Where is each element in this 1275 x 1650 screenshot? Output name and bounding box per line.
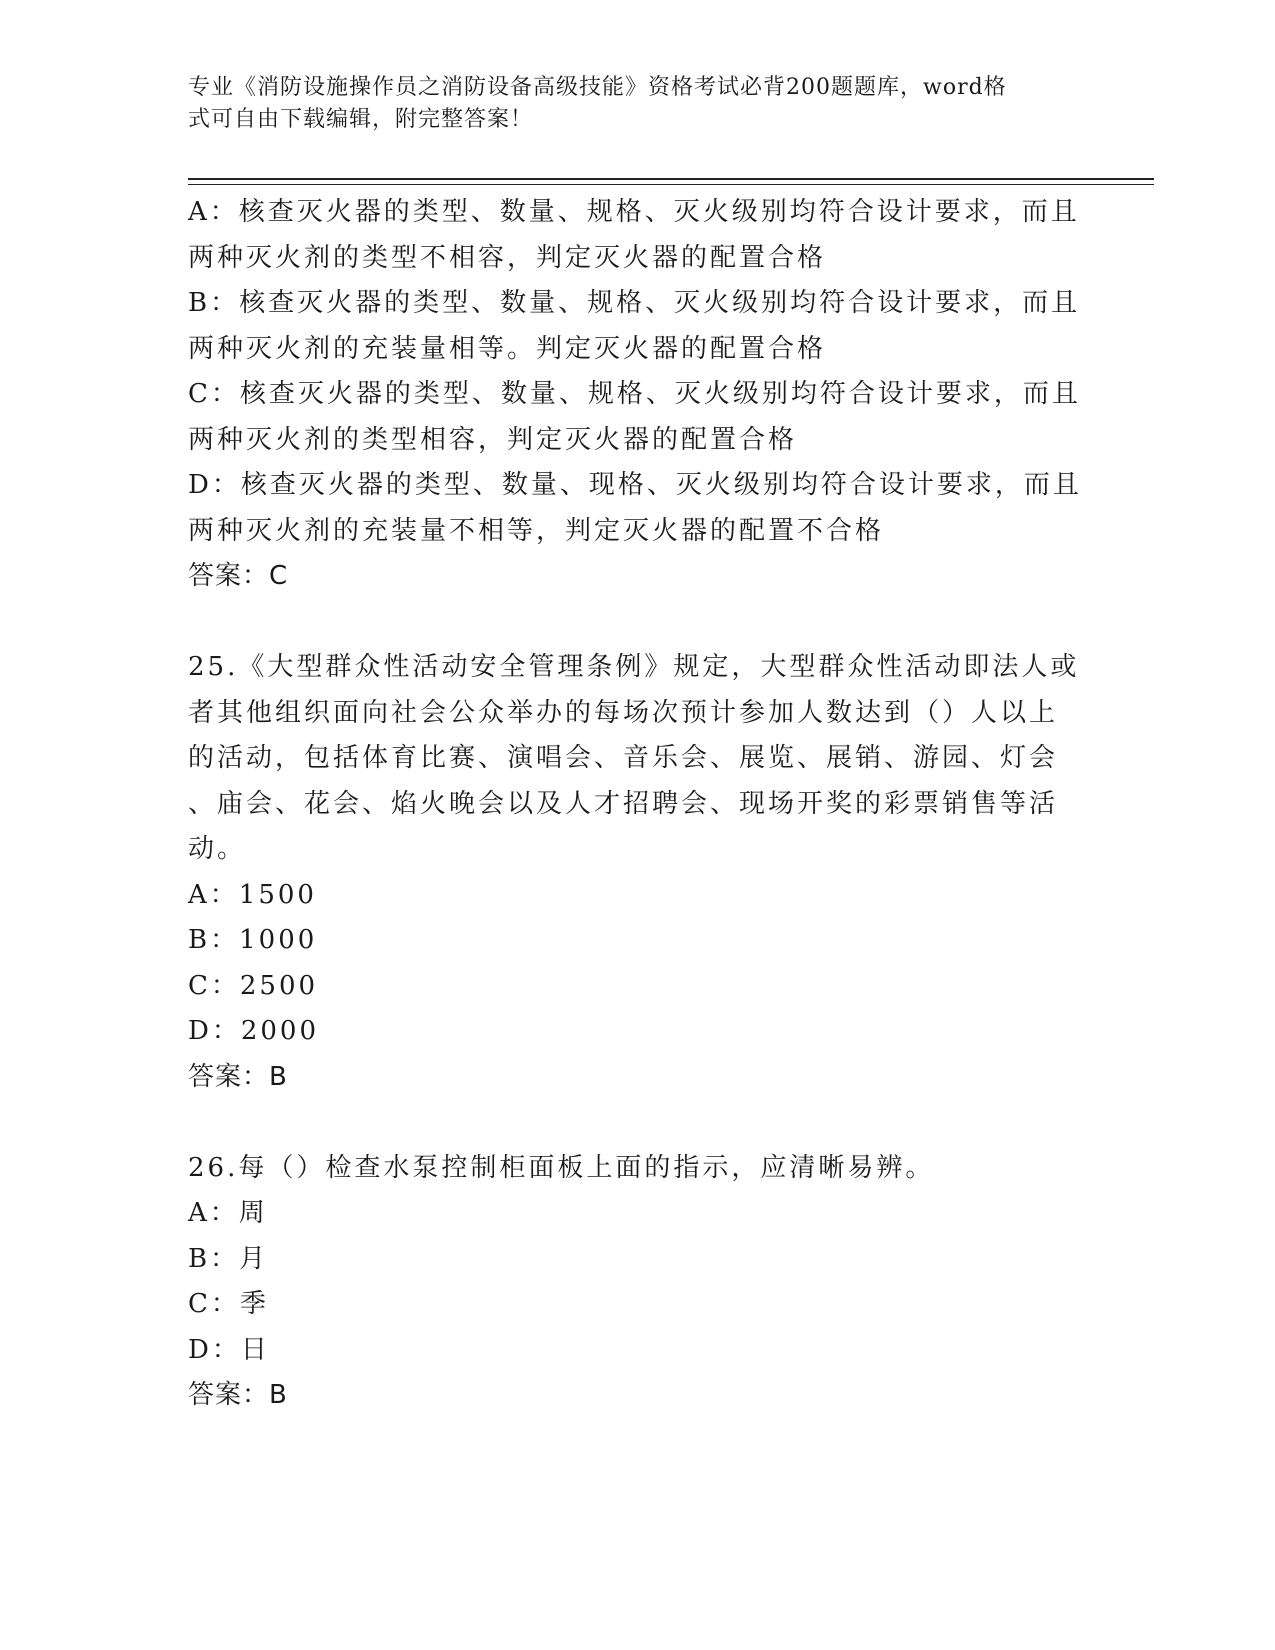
question-content — [188, 190, 1088, 1419]
question-26-option-b: B：月 — [188, 1243, 269, 1274]
option-c-line-2: 两种灭火剂的类型相容，判定灭火器的配置合格 — [188, 424, 798, 455]
answer-26: 答案：B — [188, 1380, 288, 1410]
question-26-option-c: C：季 — [188, 1289, 269, 1319]
document-header — [188, 72, 1068, 136]
question-25-option-a: A：1500 — [188, 879, 317, 910]
option-c-line-1: C：核查灭火器的类型、数量、规格、灭火级别均符合设计要求，而且 — [188, 379, 1081, 409]
header-divider-thick — [188, 178, 1154, 180]
header-line-1: 专业《消防设施操作员之消防设备高级技能》资格考试必背200题题库，word格 — [188, 75, 1007, 100]
option-d-line-2: 两种灭火剂的充装量不相等，判定灭火器的配置不合格 — [188, 515, 885, 546]
answer-25: 答案：B — [188, 1061, 288, 1092]
header-divider-thin — [188, 184, 1154, 185]
question-26-option-d: D：日 — [188, 1334, 270, 1365]
spacer — [188, 1100, 1088, 1146]
question-25-option-b: B：1000 — [188, 925, 318, 955]
option-d-line-1: D：核查灭火器的类型、数量、现格、灭火级别均符合设计要求，而且 — [188, 470, 1082, 500]
question-25-stem-line-4: 、庙会、花会、焰火晚会以及人才招聘会、现场开奖的彩票销售等活 — [188, 788, 1059, 819]
header-line-2: 式可自由下载编辑，附完整答案！ — [188, 107, 534, 132]
question-26-stem: 26.每（）检查水泵控制柜面板上面的指示，应清晰易辨。 — [188, 1152, 935, 1183]
question-25-option-d: D：2000 — [188, 1016, 320, 1046]
answer-24: 答案：C — [188, 561, 289, 591]
option-a-line-1: A：核查灭火器的类型、数量、规格、灭火级别均符合设计要求，而且 — [188, 197, 1080, 227]
question-25-stem-line-3: 的活动，包括体育比赛、演唱会、音乐会、展览、展销、游园、灯会 — [188, 743, 1059, 773]
question-26 — [188, 1146, 1088, 1419]
question-25-option-c: C：2500 — [188, 970, 319, 1001]
spacer — [188, 600, 1088, 646]
question-25-stem-line-1: 25.《大型群众性活动安全管理条例》规定，大型群众性活动即法人或 — [188, 652, 1080, 682]
question-25-stem-line-2: 者其他组织面向社会公众举办的每场次预计参加人数达到（）人以上 — [188, 697, 1059, 728]
option-b-line-1: B：核查灭火器的类型、数量、规格、灭火级别均符合设计要求，而且 — [188, 288, 1081, 318]
question-25-stem-line-5: 动。 — [188, 834, 247, 864]
option-b-line-2: 两种灭火剂的充装量相等。判定灭火器的配置合格 — [188, 333, 827, 364]
question-25 — [188, 645, 1088, 1100]
question-24-options — [188, 190, 1088, 600]
option-a-line-2: 两种灭火剂的类型不相容，判定灭火器的配置合格 — [188, 242, 827, 273]
question-26-option-a: A：周 — [188, 1198, 268, 1228]
